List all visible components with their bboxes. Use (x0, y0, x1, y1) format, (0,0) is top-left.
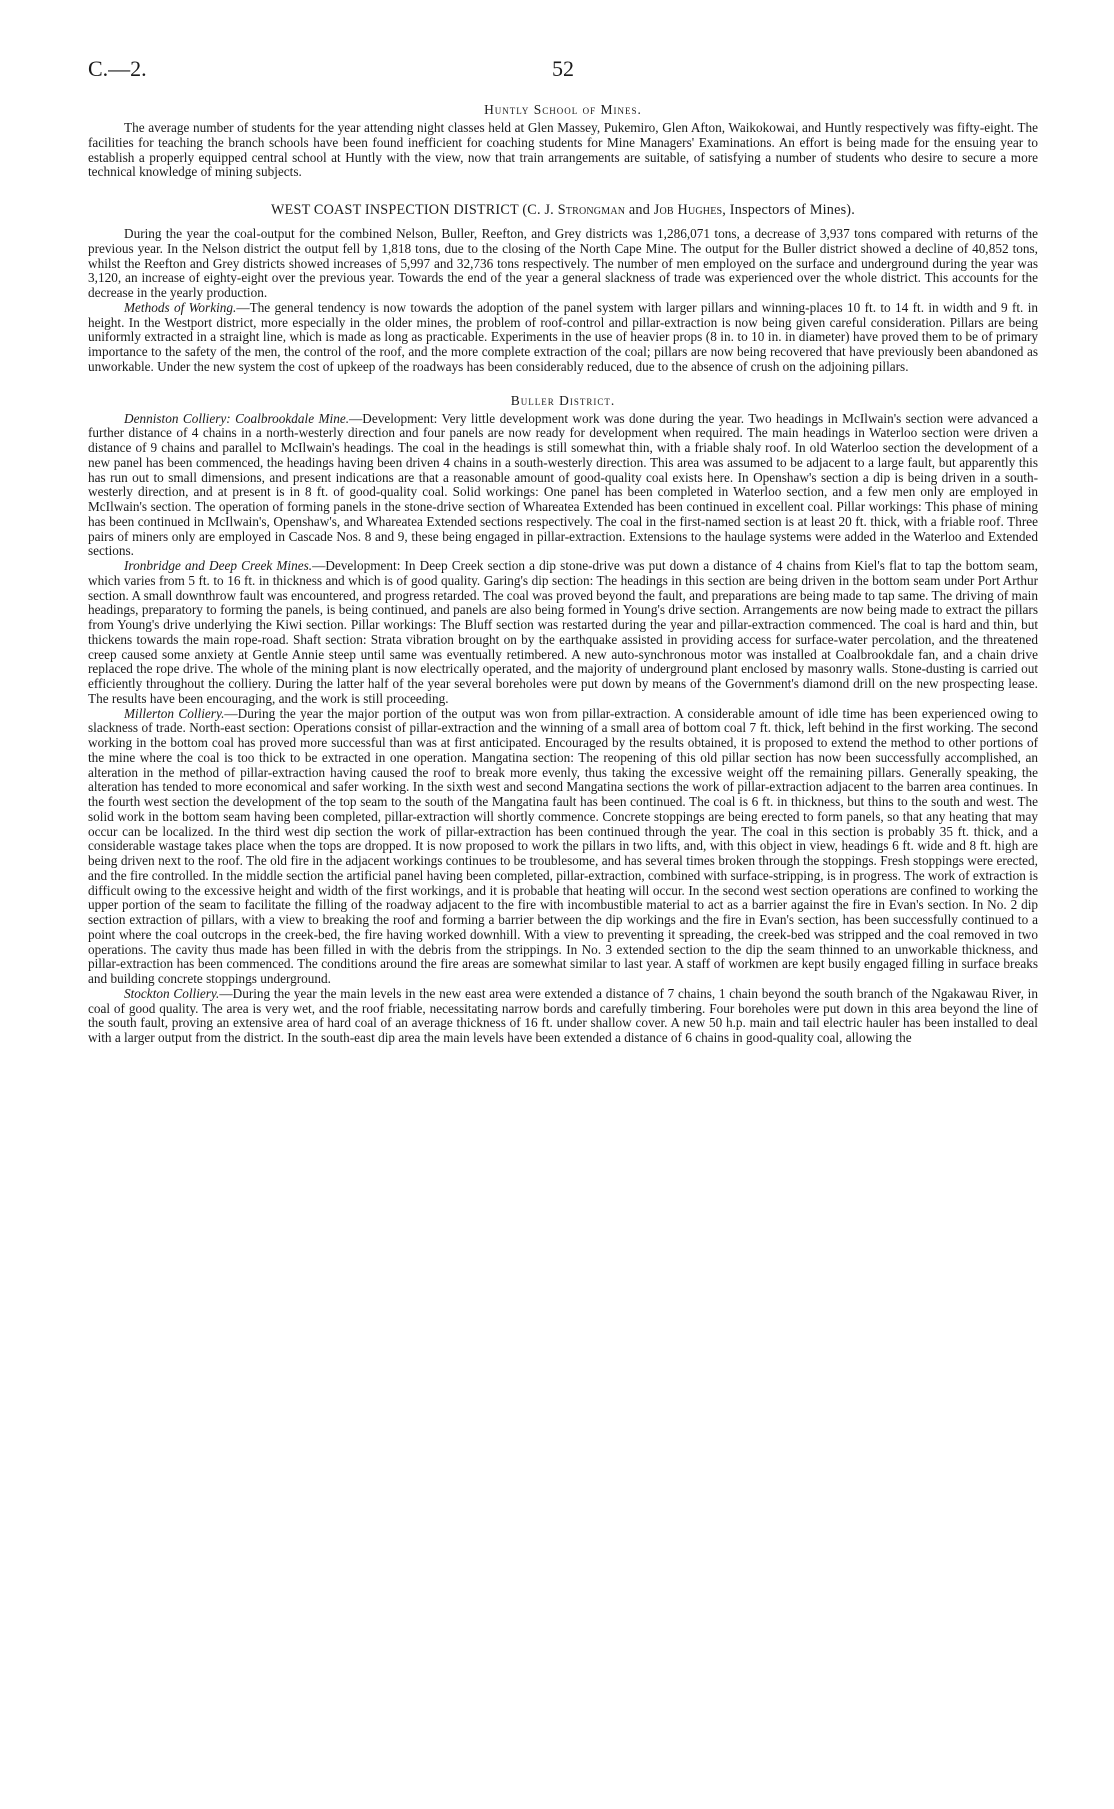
millerton-body: —During the year the major portion of the output was won from pillar-extraction. A considerable amount of idle time has been experienced owing to slackness of trade. North-east section: Operations consist of pillar-extraction and the winning of a small area of bottom coal 7 ft. thick, left behind in the first working. The second working in the bottom coal has proved more successful than was at first anticipated. Encouraged by the results obtained, it is proposed to extend the method to other portions of the mine where the coal is too thick to be extracted in one operation. Mangatina section: The reopening of this old pillar section has now been successfully accomplished, an alteration in the method of pillar-extraction having caused the roof to break more evenly, thus taking the excessive weight off the remaining pillars. Generally speaking, the alteration has tended to more economical and safer working. In the sixth west and second Mangatina sections the work of pillar-extraction adjacent to the barren area continues. In the fourth west section the development of the top seam to the south of the Mangatina fault has been continued. The coal is 6 ft. in thickness, but thins to the south and west. The solid work in the bottom seam having been completed, pillar-extraction will shortly commence. Concrete stoppings are being erected to form panels, so that any heating that may occur can be localized. In the third west dip section the work of pillar-extraction has been continued through the year. The coal in this section is probably 35 ft. thick, and a considerable wastage takes place when the tops are dropped. It is now proposed to work the pillars in two lifts, and, with this object in view, headings 6 ft. wide and 8 ft. high are being driven next to the roof. The old fire in the adjacent workings continues to be troublesome, and has several times broken through the stoppings. Fresh stoppings were erected, and the fire controlled. In the middle section the artificial panel having been completed, pillar-extraction, combined with surface-stripping, is in progress. The work of extraction is difficult owing to the excessive height and width of the first workings, and it is probable that heating will occur. In the second west section operations are confined to working the upper portion of the seam to facilitate the filling of the roadway adjacent to the fire with incombustible material to act as a barrier against the fire in Evan's section. In No. 2 dip section extraction of pillars, with a view to breaking the roof and forming a barrier between the dip workings and the fire in Evan's section, has been successfully continued to a point where the coal outcrops in the creek-bed, the fire having worked downhill. With a view to preventing it spreading, the creek-bed was stripped and the coal removed in two operations. The cavity thus made has been filled in with the debris from the strippings. In No. 3 extended section to the dip the seam thinned to an unworkable thickness, and pillar-extraction has been commenced. The conditions around the fire areas are somewhat similar to last year. A staff of workmen are kept busily engaged filling in surface breaks and building concrete stoppings underground. (88, 705, 1038, 986)
ironbridge-title: Ironbridge and Deep Creek Mines. (124, 558, 313, 573)
stockton-title: Stockton Colliery. (124, 985, 220, 1001)
inspector-name-2: Job Hughes, (653, 202, 727, 218)
page-number: 52 (552, 56, 574, 81)
huntly-heading: Huntly School of Mines. (484, 102, 642, 117)
running-header (88, 56, 1038, 96)
heading-and: and (628, 202, 650, 218)
document-page (88, 56, 1038, 1046)
west-coast-heading-tail: Inspectors of Mines). (729, 202, 855, 218)
millerton-paragraph (88, 707, 1038, 987)
methods-of-working-paragraph (88, 301, 1038, 375)
stockton-body: —During the year the main levels in the new east area were extended a distance of 7 chains, 1 chain beyond the south branch of the Ngakawau River, in coal of good quality. The area is very wet, and the roof friable, necessitating narrow bords and carefully timbering. Four boreholes were put down in this area beyond the line of the south fault, proving an extensive area of hard coal of an average thickness of 16 ft. under shallow cover. A new 50 h.p. main and tail electric hauler has been installed to deal with a larger output from the district. In the south-east dip area the main levels have been extended a distance of 6 chains in good-quality coal, allowing the (88, 985, 1038, 1045)
coal-output-paragraph: During the year the coal-output for the combined Nelson, Buller, Reefton, and Grey districts was 1,286,071 tons, a decrease of 3,937 tons compared with returns of the previous year. In the Nelson district the output fell by 1,818 tons, due to the closing of the North Cape Mine. The output for the Buller district showed a decline of 40,852 tons, whilst the Reefton and Grey districts showed increases of 5,997 and 32,736 tons respectively. The number of men employed on the surface and underground during the year was 3,120, an increase of eighty-eight over the previous year. Towards the end of the year a general slackness of trade was experienced over the whole district. This accounts for the decrease in the yearly production. (88, 226, 1038, 300)
millerton-title: Millerton Colliery. (124, 705, 225, 721)
huntly-paragraph: The average number of students for the year attending night classes held at Glen Massey, Pukemiro, Glen Afton, Waikokowai, and Huntly respectively was fifty-eight. The facilities for teaching the branch schools have been found inefficient for coaching students for Mine Managers' Examinations. An effort is being made for the ensuing year to establish a properly equipped central school at Huntly with the view, now that train arrangements are suitable, of satisfying a number of students who desire to secure a more technical knowledge of mining subjects. (88, 120, 1038, 180)
document-reference: C.—2. (88, 56, 147, 81)
denniston-body: —Development: Very little development work was done during the year. Two headings in McIlwain's section were advanced a further distance of 4 chains in a north-westerly direction and four panels are now ready for development when required. The main headings in Waterloo section were driven a distance of 9 chains and parallel to McIlwain's headings. The coal in the headings is still somewhat thin, with a friable shaly roof. In old Waterloo section the development of a new panel has been commenced, the headings having been driven 4 chains in a south-westerly direction. This area was assumed to be adjacent to a large fault, but apparently this has run out to small dimensions, and present indications are that a reasonable amount of good-quality coal exists here. In Openshaw's section a dip is being driven in a south-westerly direction, and at present is in 8 ft. of good-quality coal. Solid workings: One panel has been completed in Waterloo section, and a few men only are employed in McIlwain's section. The operation of forming panels in the stone-drive section of Whareatea Extended has been continued in excellent coal. Pillar workings: This phase of mining has been continued in McIlwain's, Openshaw's, and Whareatea Extended sections respectively. The coal in the first-named section is at least 20 ft. thick, with a friable roof. Three pairs of miners only are employed in Cascade Nos. 8 and 9, these being engaged in pillar-extraction. Extensions to the haulage systems were added in the Waterloo and Extended sections. (88, 410, 1038, 559)
inspector-name-1: Strongman (557, 202, 626, 218)
ironbridge-paragraph (88, 559, 1038, 707)
west-coast-heading (88, 202, 1038, 219)
buller-heading: Buller District. (510, 392, 616, 408)
methods-body: —The general tendency is now towards the adoption of the panel system with larger pillars and winning-places 10 ft. to 14 ft. in width and 9 ft. in height. In the Westport district, more especially in the older mines, the problem of roof-control and pillar-extraction is now being given careful consideration. Pillars are being uniformly extracted in a straight line, which is made as long as practicable. Experiments in the use of heavier props (8 in. to 10 in. in diameter) have proved them to be of primary importance to the safety of the men, the control of the roof, and the more complete extraction of the coal; pillars are now being recovered that have previously been abandoned as unworkable. Under the new system the cost of upkeep of the roadways has been considerably reduced, due to the absence of crush on the adjoining pillars. (88, 299, 1038, 374)
stockton-paragraph (88, 987, 1038, 1046)
ironbridge-body: —Development: In Deep Creek section a dip stone-drive was put down a distance of 4 chains from Kiel's flat to tap the bottom seam, which varies from 5 ft. to 16 ft. in thickness and which is of good quality. Garing's dip section: The headings in this section are being driven in the bottom seam under Port Arthur section. A small downthrow fault was encountered, and progress retarded. The coal was proved beyond the fault, and preparations are being made to tap same. The driving of main headings, preparatory to forming the panels, is being continued, and panels are also being formed in Young's drive section. Arrangements are now being made to extract the pillars from Young's drive underlying the Kiwi section. Pillar workings: The Bluff section was restarted during the year and pillar-extraction commenced. The coal is hard and thin, but thickens towards the main rope-road. Shaft section: Strata vibration brought on by the earthquake assisted in providing access for surface-water percolation, and the threatened creep caused some anxiety at Gentle Annie steep until same was eventually retimbered. A new auto-synchronous motor was installed at Coalbrookdale fan, and a chain drive replaced the rope drive. The whole of the mining plant is now electrically operated, and the majority of underground plant enclosed by masonry walls. Stone-dusting is carried out efficiently throughout the colliery. During the latter half of the year several boreholes were put down by means of the Government's diamond drill on the new prospecting lease. The results have been encouraging, and the work is still proceeding. (88, 558, 1038, 706)
denniston-paragraph (88, 412, 1038, 560)
methods-title: Methods of Working. (124, 299, 237, 315)
west-coast-heading-main: WEST COAST INSPECTION DISTRICT (C. J. (271, 202, 554, 218)
denniston-title: Denniston Colliery: Coalbrookdale Mine. (124, 410, 350, 426)
